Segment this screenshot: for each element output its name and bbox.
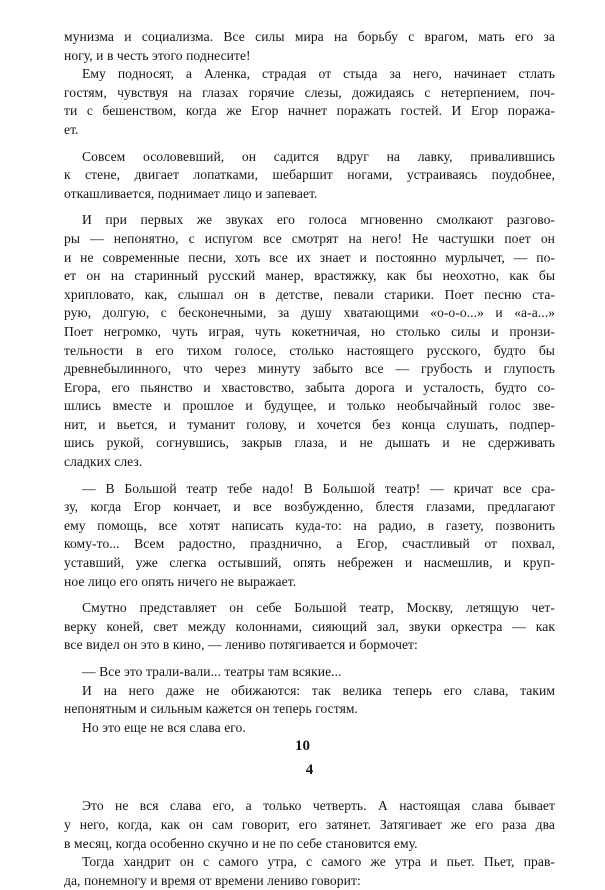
paragraph	[64, 719, 555, 738]
paragraph-gap	[64, 203, 555, 211]
text-line: все видел он это в кино, — лениво потягивается и бормочет:	[64, 637, 418, 653]
paragraph	[64, 211, 555, 471]
paragraph	[64, 682, 555, 719]
paragraph	[64, 663, 555, 682]
paragraph	[64, 853, 555, 890]
text-line: Поет негромко, чуть играя, чуть кокетничая, но столько силы и пронзи-	[64, 323, 555, 339]
text-line: в месяц, когда особенно скучно и не по себе становится ему.	[64, 835, 418, 851]
text-line: к стене, двигает лопатками, шебаршит ногами, устраиваясь поудобнее,	[64, 167, 555, 183]
text-line: ры — непонятно, с испугом все смотрят на него! Не частушки поет он	[64, 230, 555, 246]
text-line: нит, и вьется, и туманит голову, и хочется без конца слушать, подпер-	[64, 416, 555, 432]
text-section-1	[64, 28, 555, 737]
text-line: И при первых же звуках его голоса мгновенно смолкают разгово-	[82, 212, 555, 228]
text-line: Егора, его пьянство и хвастовство, забыта дорога и усталость, будто со-	[64, 379, 555, 395]
text-line: ет он на старинный русский манер, врастяжку, как бы неохотно, как бы	[64, 268, 555, 284]
paragraph-gap	[64, 140, 555, 148]
page-number: 10	[295, 738, 310, 754]
text-section-2	[64, 797, 555, 890]
text-line: у него, когда, как он сам говорит, его затянет. Затягивает же его раза два	[64, 816, 555, 832]
text-line: откашливается, поднимает лицо и запевает.	[64, 185, 318, 201]
text-line: Совсем осоловевший, он садится вдруг на лавку, привалившись	[82, 148, 555, 164]
text-line: И на него даже не обижаются: так велика теперь его слава, таким	[82, 682, 555, 698]
text-line: Тогда хандрит он с самого утра, с самого же утра и пьет. Пьет, прав-	[82, 854, 555, 870]
paragraph-gap	[64, 655, 555, 663]
text-line: ти с бешенством, когда же Егор начнет поражать гостей. И Егор поража-	[64, 103, 555, 119]
text-line: — Все это трали-вали... театры там всякие...	[82, 664, 342, 679]
text-line: сладких слез.	[64, 454, 143, 470]
text-line: гостям, чувствуя на глазах горячие слезы, дожидаясь с нетерпением, поч-	[64, 84, 555, 100]
paragraph	[64, 65, 555, 139]
text-line: Ему подносят, а Аленка, страдая от стыда за него, начинает стлать	[82, 66, 555, 82]
text-line: Но это еще не вся слава его.	[82, 719, 246, 735]
text-line: уставший, уже слегка остывший, опять небрежен и насмешлив, и круп-	[64, 555, 555, 571]
text-line: шись рукой, согнувшись, закрыв глаза, и не дышать и не сдерживать	[64, 435, 555, 451]
text-line: ногу, и в честь этого поднесите!	[64, 47, 251, 63]
text-line: тельности в его тихом голосе, столько настоящего русского, будто бы	[64, 342, 555, 358]
paragraph	[64, 480, 555, 592]
text-line: ет.	[64, 121, 79, 137]
text-line: зу, когда Егор кончает, и все возбужденно, блестя глазами, предлагают	[64, 499, 555, 515]
text-line: — В Большой театр тебе надо! В Большой театр! — кричат все сра-	[82, 480, 555, 496]
paragraph-gap	[64, 591, 555, 599]
section-number: 4	[305, 762, 314, 779]
text-line: Смутно представляет он себе Большой театр, Москву, летящую чет-	[82, 600, 555, 616]
text-line: и не современные песни, хоть все их знает и постоянно мурлычет, — по-	[64, 249, 555, 265]
text-line: непонятным и сильным кажется он теперь гостям.	[64, 701, 358, 717]
paragraph	[64, 28, 555, 65]
text-line: Это не вся слава его, а только четверть. А настоящая слава бывает	[82, 798, 555, 814]
text-line: кому-то... Всем радостно, празднично, а Егор, счастливый от похвал,	[64, 536, 555, 552]
paragraph	[64, 148, 555, 204]
paragraph	[64, 599, 555, 655]
text-line: верку коней, свет между колоннами, сияющий зал, звуки оркестра — как	[64, 618, 555, 634]
text-line: мунизма и социализма. Все силы мира на борьбу с врагом, мать его за	[64, 29, 555, 44]
text-line: хрипловато, как, слышал он в детстве, певали старики. Поет песню ста-	[64, 286, 555, 302]
text-line: древнебылинного, что через минуту забыто все — грубость и глупость	[64, 361, 555, 377]
text-line: шлись вместе и прошлое и будущее, и только необычайный голос зве-	[64, 398, 555, 414]
text-line: рую, долгую, с бесконечными, за душу хватающими «о-о-о...» и «а-а...»	[64, 305, 555, 321]
text-line: ему помощь, все хотят написать куда-то: на радио, в газету, позвонить	[64, 517, 555, 533]
text-line: ное лицо его опять ничего не выражает.	[64, 573, 297, 589]
text-line: да, понемногу и время от времени лениво говорит:	[64, 872, 361, 888]
paragraph	[64, 797, 555, 853]
paragraph-gap	[64, 472, 555, 480]
